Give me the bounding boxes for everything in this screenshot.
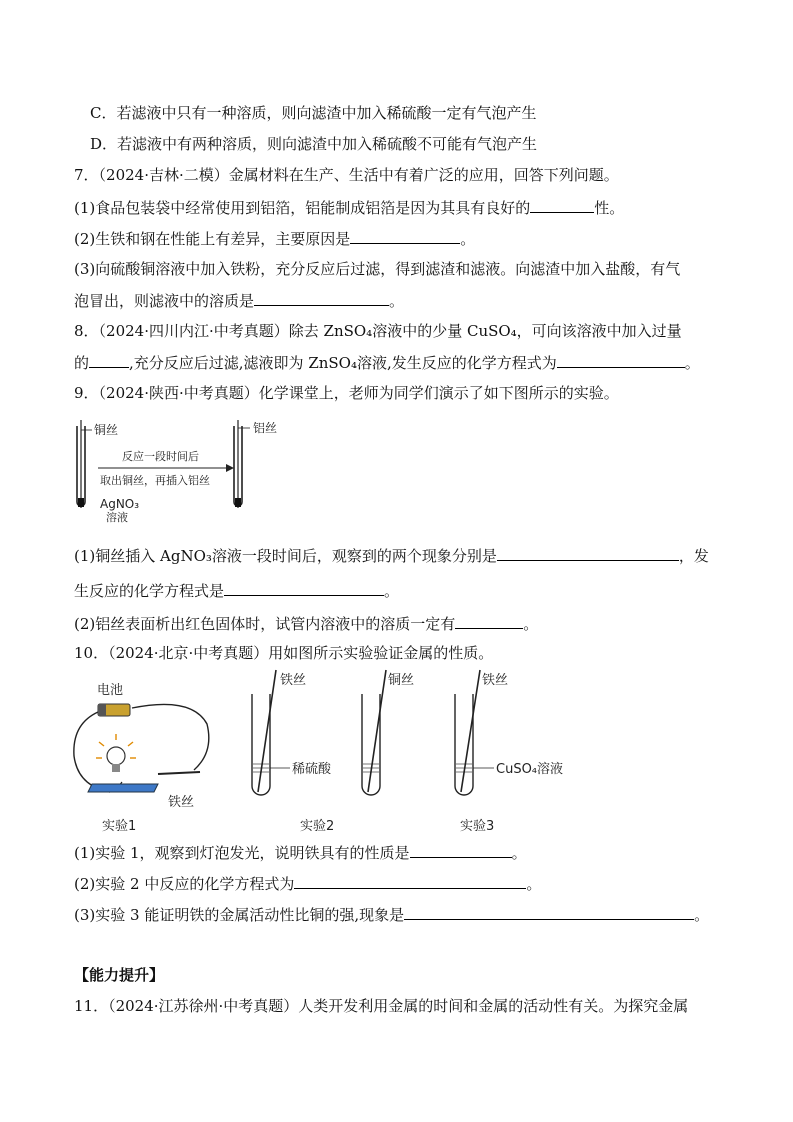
aluminum-wire-label: 铝丝: [253, 421, 278, 435]
answer-blank[interactable]: [497, 545, 679, 561]
iron-wire-rod: [258, 670, 276, 792]
experiment-1-label: 实验1: [102, 819, 137, 834]
wire-deposit: [235, 498, 241, 507]
q10-part1: (1)实验 1，观察到灯泡发光，说明铁具有的性质是 。: [74, 844, 527, 862]
test-tube-copper: [362, 694, 380, 795]
experiment-2-label: 实验2: [300, 819, 335, 834]
answer-blank[interactable]: [557, 352, 685, 368]
q7-part2: (2)生铁和钢在性能上有差异，主要原因是 。: [74, 230, 476, 248]
iron-wire-label-1: 铁丝: [168, 795, 195, 810]
q9-figure: [72, 412, 302, 527]
q6-option-c: C．若滤液中只有一种溶质，则向滤渣中加入稀硫酸一定有气泡产生: [90, 104, 537, 122]
answer-blank[interactable]: [89, 352, 129, 368]
q9-part1-line2: 生反应的化学方程式是 。: [74, 582, 400, 600]
cuso4-label: CuSO₄溶液: [496, 762, 564, 777]
wire-deposit: [78, 498, 84, 507]
q7-part3-line2: 泡冒出，则滤液中的溶质是 。: [74, 292, 405, 310]
copper-wire-rod: [368, 670, 386, 792]
q10-part2: (2)实验 2 中反应的化学方程式为 。: [74, 875, 542, 893]
arrow-label-bottom: 取出铜丝，再插入铝丝: [100, 474, 210, 487]
q9-stem: 9．（2024·陕西·中考真题）化学课堂上，老师为同学们演示了如下图所示的实验。: [74, 384, 619, 402]
q9-part2: (2)铝丝表面析出红色固体时，试管内溶液中的溶质一定有 。: [74, 615, 539, 633]
circuit-wire: [74, 712, 110, 792]
solution-label-2: 溶液: [106, 511, 128, 524]
test-tube-exp2: [252, 694, 270, 795]
iron-wire-sample: [158, 772, 200, 774]
copper-wire-label: 铜丝: [388, 673, 415, 688]
answer-blank[interactable]: [404, 904, 694, 920]
answer-blank[interactable]: [410, 842, 512, 858]
answer-blank[interactable]: [350, 228, 460, 244]
arrow-label-top: 反应一段时间后: [122, 450, 199, 463]
experiment-3-label: 实验3: [460, 819, 495, 834]
battery-terminal: [98, 704, 106, 716]
q10-stem: 10．（2024·北京·中考真题）用如图所示实验验证金属的性质。: [74, 644, 494, 662]
q7-stem: 7．（2024·吉林·二模）金属材料在生产、生活中有着广泛的应用，回答下列问题。: [74, 166, 619, 184]
acid-label: 稀硫酸: [292, 762, 332, 777]
q10-part3: (3)实验 3 能证明铁的金属活动性比铜的强,现象是 。: [74, 906, 710, 924]
answer-blank[interactable]: [530, 197, 594, 213]
iron-wire-label-2: 铁丝: [280, 673, 307, 688]
iron-wire-rod: [461, 670, 480, 792]
q9-part1-line1: (1)铜丝插入 AgNO₃溶液一段时间后，观察到的两个现象分别是 ，发: [74, 547, 709, 565]
q7-part3-line1: (3)向硫酸铜溶液中加入铁粉，充分反应后过滤，得到滤渣和滤液。向滤渣中加入盐酸，有气: [74, 260, 681, 278]
section-heading: 【能力提升】: [74, 966, 165, 984]
iron-wire-label-3: 铁丝: [482, 673, 509, 688]
copper-wire-label: 铜丝: [94, 423, 119, 437]
answer-blank[interactable]: [455, 613, 523, 629]
answer-blank[interactable]: [224, 580, 384, 596]
battery-label: 电池: [97, 683, 124, 698]
answer-blank[interactable]: [294, 873, 526, 889]
bulb-stand: [88, 784, 158, 792]
light-bulb-icon: [107, 747, 125, 765]
q7-part1: (1)食品包装袋中经常使用到铝箔，铝能制成铝箔是因为其具有良好的 性。: [74, 199, 625, 217]
circuit-wire: [132, 704, 209, 770]
answer-blank[interactable]: [254, 290, 389, 306]
q8-line2: 的 ,充分反应后过滤,滤液即为 ZnSO₄溶液,发生反应的化学方程式为 。: [74, 354, 700, 372]
q11-line1: 11．（2024·江苏徐州·中考真题）人类开发利用金属的时间和金属的活动性有关。为探究金属: [74, 997, 689, 1015]
q6-option-d: D．若滤液中有两种溶质，则向滤渣中加入稀硫酸不可能有气泡产生: [90, 135, 538, 153]
q8-line1: 8．（2024·四川内江·中考真题）除去 ZnSO₄溶液中的少量 CuSO₄，可向该溶液中加入过量: [74, 322, 682, 340]
solution-label: AgNO₃: [100, 497, 140, 511]
arrow-head-icon: [226, 464, 234, 472]
bulb-base: [112, 764, 120, 772]
q10-figure: [62, 664, 602, 842]
test-tube-exp3: [455, 694, 473, 795]
